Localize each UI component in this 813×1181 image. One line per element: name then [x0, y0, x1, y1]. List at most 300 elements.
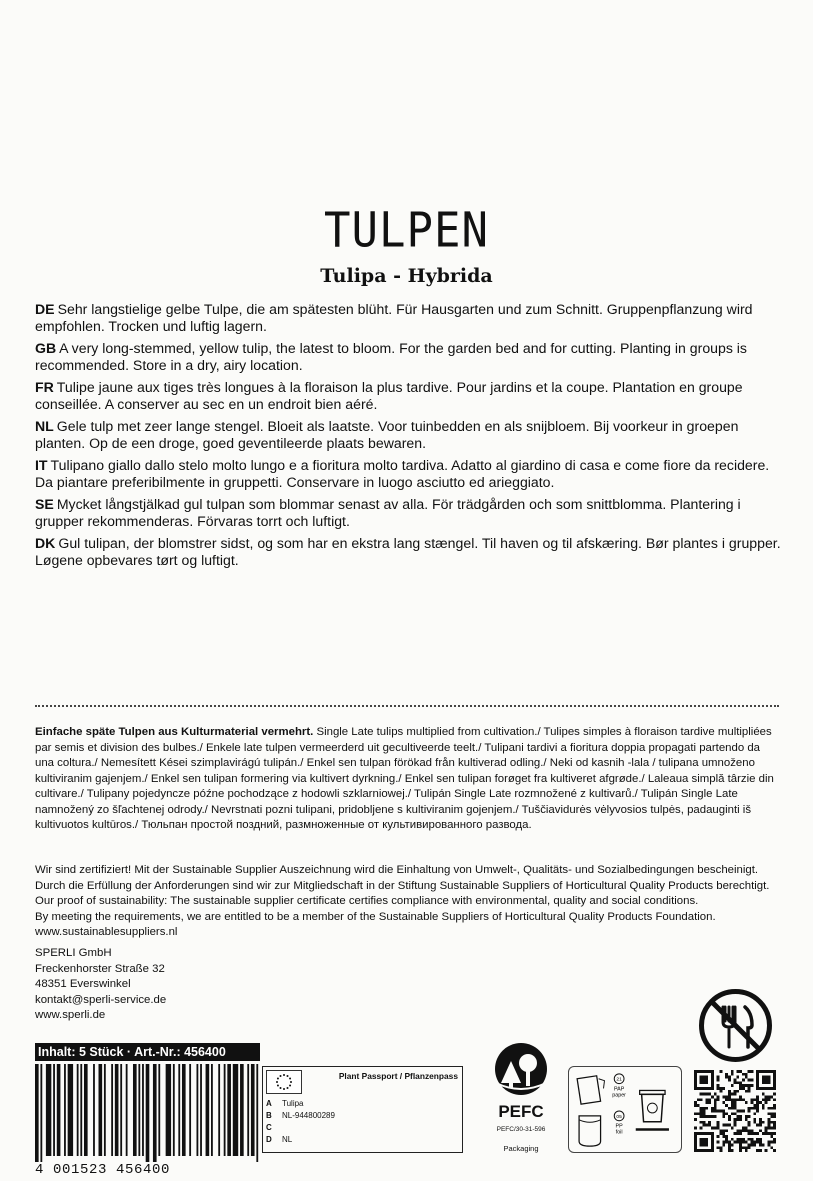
- qr-module: [736, 1098, 739, 1101]
- passport-value: NL-944800289: [282, 1111, 335, 1120]
- qr-module: [711, 1070, 714, 1073]
- qr-module: [768, 1107, 771, 1110]
- qr-module: [765, 1070, 768, 1073]
- qr-module: [765, 1081, 768, 1084]
- bottom-material: PP: [615, 1123, 623, 1130]
- lang-text: A very long-stemmed, yellow tulip, the latest to bloom. For the garden bed and for cutting. Planting in groups is recommended. Store in a dry, airy location.: [35, 340, 747, 373]
- qr-module: [731, 1101, 734, 1104]
- qr-module: [725, 1138, 728, 1141]
- qr-module: [768, 1127, 771, 1130]
- qr-module: [756, 1107, 759, 1110]
- barcode-bar: [111, 1064, 113, 1156]
- qr-module: [759, 1121, 762, 1124]
- qr-code-icon[interactable]: [694, 1070, 776, 1152]
- cert-line: By meeting the requirements, we are entitled to be a member of the Sustainable Suppliers of Horticultural Quality Products Foundation.: [35, 910, 716, 923]
- qr-module: [734, 1118, 737, 1121]
- qr-module: [742, 1129, 745, 1132]
- qr-module: [756, 1078, 759, 1081]
- qr-module: [736, 1129, 739, 1132]
- qr-module: [773, 1124, 776, 1127]
- qr-module: [705, 1081, 708, 1084]
- barcode-digits: 4 001523 456400: [35, 1162, 171, 1178]
- qr-module: [694, 1070, 697, 1073]
- qr-module: [773, 1070, 776, 1073]
- qr-module: [770, 1141, 773, 1144]
- qr-module: [773, 1084, 776, 1087]
- content-article-label: Inhalt: 5 Stück · Art.-Nr.: 456400: [35, 1043, 260, 1061]
- qr-module: [697, 1087, 700, 1090]
- top-type: paper: [612, 1092, 626, 1099]
- eu-star: [280, 1087, 282, 1089]
- qr-module: [748, 1129, 751, 1132]
- barcode-bar: [80, 1064, 82, 1156]
- qr-module: [697, 1149, 700, 1152]
- qr-module: [765, 1132, 768, 1135]
- qr-module: [722, 1129, 725, 1132]
- qr-module: [708, 1149, 711, 1152]
- qr-module: [700, 1070, 703, 1073]
- qr-module: [717, 1076, 720, 1079]
- lang-text: Sehr langstielige gelbe Tulpe, die am spätesten blüht. Für Hausgarten und zum Schnitt. Gruppenpflanzung wird empfohlen. Trocken und luftig lagern.: [35, 301, 753, 334]
- qr-module: [734, 1081, 737, 1084]
- qr-module: [759, 1118, 762, 1121]
- qr-module: [722, 1110, 725, 1113]
- barcode-bar: [77, 1064, 79, 1156]
- barcode-bar: [196, 1064, 198, 1156]
- qr-module: [734, 1104, 737, 1107]
- qr-module: [745, 1090, 748, 1093]
- qr-module: [694, 1078, 697, 1081]
- qr-module: [762, 1144, 765, 1147]
- qr-module: [768, 1098, 771, 1101]
- qr-module: [722, 1112, 725, 1115]
- qr-module: [773, 1149, 776, 1152]
- qr-module: [770, 1127, 773, 1130]
- qr-module: [694, 1146, 697, 1149]
- qr-module: [768, 1118, 771, 1121]
- qr-module: [708, 1132, 711, 1135]
- qr-module: [756, 1081, 759, 1084]
- qr-module: [748, 1070, 751, 1073]
- qr-module: [700, 1144, 703, 1147]
- qr-module: [705, 1078, 708, 1081]
- qr-module: [700, 1138, 703, 1141]
- qr-module: [762, 1081, 765, 1084]
- qr-module: [728, 1149, 731, 1152]
- qr-module: [700, 1081, 703, 1084]
- top-material: PAP: [613, 1086, 625, 1093]
- passport-rows: [266, 1098, 459, 1146]
- barcode-bar: [247, 1064, 249, 1156]
- barcode-bar: [189, 1064, 191, 1156]
- qr-module: [700, 1127, 703, 1130]
- qr-module: [745, 1084, 748, 1087]
- origin-statement: [35, 725, 781, 834]
- barcode-bar: [206, 1064, 210, 1156]
- qr-module: [765, 1098, 768, 1101]
- top-recycle-code: 21: [616, 1077, 622, 1083]
- qr-module: [728, 1090, 731, 1093]
- passport-key: B: [266, 1111, 272, 1120]
- qr-module: [751, 1141, 754, 1144]
- qr-module: [697, 1070, 700, 1073]
- qr-module: [765, 1149, 768, 1152]
- barcode-bar: [99, 1064, 103, 1156]
- qr-module: [705, 1107, 708, 1110]
- qr-module: [694, 1104, 697, 1107]
- barcode-bar: [84, 1064, 88, 1156]
- qr-module: [739, 1141, 742, 1144]
- qr-module: [728, 1144, 731, 1147]
- description-dk: [35, 535, 785, 569]
- qr-module: [759, 1101, 762, 1104]
- qr-module: [705, 1132, 708, 1135]
- qr-module: [759, 1129, 762, 1132]
- qr-module: [734, 1141, 737, 1144]
- qr-module: [736, 1090, 739, 1093]
- eu-flag-icon: [266, 1070, 302, 1094]
- qr-module: [697, 1104, 700, 1107]
- qr-module: [705, 1098, 708, 1101]
- qr-module: [705, 1070, 708, 1073]
- qr-module: [748, 1144, 751, 1147]
- barcode-bar: [138, 1064, 140, 1156]
- qr-module: [728, 1124, 731, 1127]
- qr-module: [711, 1081, 714, 1084]
- barcode-bar: [233, 1064, 238, 1156]
- qr-module: [725, 1135, 728, 1138]
- qr-module: [722, 1135, 725, 1138]
- barcode-bar: [142, 1064, 144, 1156]
- qr-module: [773, 1093, 776, 1096]
- qr-module: [711, 1078, 714, 1081]
- qr-module: [725, 1095, 728, 1098]
- qr-module: [736, 1110, 739, 1113]
- eu-star: [289, 1085, 291, 1087]
- qr-module: [702, 1112, 705, 1115]
- qr-module: [773, 1104, 776, 1107]
- qr-module: [762, 1078, 765, 1081]
- qr-module: [768, 1141, 771, 1144]
- qr-module: [708, 1093, 711, 1096]
- qr-module: [725, 1112, 728, 1115]
- cert-link[interactable]: www.sustainablesuppliers.nl: [35, 926, 178, 938]
- barcode-bar: [53, 1064, 55, 1156]
- qr-module: [719, 1129, 722, 1132]
- qr-module: [694, 1118, 697, 1121]
- qr-module: [768, 1132, 771, 1135]
- qr-module: [725, 1073, 728, 1076]
- qr-module: [759, 1087, 762, 1090]
- qr-module: [734, 1112, 737, 1115]
- qr-module: [694, 1073, 697, 1076]
- pefc-tree-icon: [486, 1039, 556, 1154]
- qr-module: [717, 1135, 720, 1138]
- qr-module: [739, 1087, 742, 1090]
- qr-module: [731, 1104, 734, 1107]
- qr-module: [708, 1101, 711, 1104]
- qr-module: [719, 1146, 722, 1149]
- qr-module: [745, 1073, 748, 1076]
- qr-module: [722, 1132, 725, 1135]
- qr-module: [765, 1127, 768, 1130]
- qr-module: [751, 1107, 754, 1110]
- qr-module: [748, 1132, 751, 1135]
- qr-module: [759, 1141, 762, 1144]
- barcode-bar: [133, 1064, 137, 1156]
- qr-module: [756, 1095, 759, 1098]
- qr-module: [694, 1141, 697, 1144]
- qr-module: [702, 1110, 705, 1113]
- qr-module: [694, 1127, 697, 1130]
- qr-module: [759, 1144, 762, 1147]
- qr-module: [702, 1093, 705, 1096]
- qr-module: [739, 1081, 742, 1084]
- qr-module: [751, 1098, 754, 1101]
- qr-module: [736, 1141, 739, 1144]
- qr-module: [773, 1073, 776, 1076]
- qr-module: [702, 1070, 705, 1073]
- passport-value: NL: [282, 1135, 293, 1144]
- website-link[interactable]: www.sperli.de: [35, 1009, 106, 1021]
- pefc-logo-text: PEFC: [498, 1102, 544, 1121]
- description-de: [35, 301, 785, 335]
- qr-module: [700, 1132, 703, 1135]
- qr-module: [770, 1070, 773, 1073]
- barcode-bar: [218, 1064, 220, 1156]
- qr-module: [759, 1070, 762, 1073]
- qr-module: [700, 1078, 703, 1081]
- origin-text: Single Late tulips multiplied from cultivation./ Tulipes simples à floraison tardive multipliées par semis et division des bulbes./ Enkele late tulpen vermeerderd uit gecultiveerde teelt./ Tulipani tardivi a fioritura doppia propagati partendo da una coltura./ Nemesített Kései szimplavirágú tulipán./ Enkel sen tulpan förökad från kultiverad odling./ Neki od kasnih -lala / tulipana umnoženo kultiviranim gajenjem./ Enkel sen tulipan formering via kultivert dyrkning./ Enkel sen tulipan forøget fra kultiveret afgrøde./ Laleaua simplă târzie din cultivare./ Tulipany pojedyncze późne pochodzące z hodowli szklarniowej./ Tulipán Single Late rozmnožené z kultivarů./ Tulipán Single Late namnožený zo šľachtenej odrody./ Nevrstnati pozni tulipani, pridobljene s kultiviranim gojenjem./ Tuščiavidurės vėlyvosios tulpės, padauginti iš kultivuotos kultūros./ Тюльпан простой поздний, размноженные от культивированного развода.: [35, 726, 774, 831]
- qr-module: [756, 1104, 759, 1107]
- eu-star: [287, 1075, 289, 1077]
- qr-module: [773, 1121, 776, 1124]
- email-link[interactable]: kontakt@sperli-service.de: [35, 993, 167, 1006]
- barcode-bar: [93, 1064, 95, 1156]
- qr-module: [705, 1101, 708, 1104]
- qr-module: [762, 1098, 765, 1101]
- qr-module: [768, 1112, 771, 1115]
- qr-module: [731, 1112, 734, 1115]
- qr-module: [717, 1110, 720, 1113]
- barcode-bar: [153, 1064, 157, 1162]
- cert-line: Our proof of sustainability: The sustainable supplier certificate certifies compliance with environmental, quality and social conditions.: [35, 895, 699, 907]
- qr-module: [759, 1138, 762, 1141]
- qr-module: [731, 1149, 734, 1152]
- qr-module: [717, 1127, 720, 1130]
- eu-star: [290, 1081, 292, 1083]
- qr-module: [717, 1098, 720, 1101]
- qr-module: [768, 1121, 771, 1124]
- qr-module: [717, 1095, 720, 1098]
- qr-module: [705, 1093, 708, 1096]
- qr-module: [714, 1107, 717, 1110]
- qr-module: [753, 1121, 756, 1124]
- address-block: [35, 946, 335, 1024]
- qr-module: [745, 1141, 748, 1144]
- qr-module: [739, 1138, 742, 1141]
- qr-module: [697, 1132, 700, 1135]
- qr-module: [714, 1110, 717, 1113]
- qr-module: [765, 1087, 768, 1090]
- qr-module: [753, 1107, 756, 1110]
- origin-bold: Einfache späte Tulpen aus Kulturmaterial vermehrt.: [35, 726, 314, 738]
- lang-text: Gele tulp met zeer lange stengel. Bloeit als laatste. Voor tuinbedden en als snijbloem. Bij voorkeur in groepen planten. Op de een droge, goed geventileerde plaats bewaren.: [35, 418, 739, 451]
- qr-module: [700, 1141, 703, 1144]
- qr-module: [748, 1078, 751, 1081]
- passport-row: [266, 1098, 459, 1110]
- qr-module: [739, 1118, 742, 1121]
- qr-module: [705, 1124, 708, 1127]
- lang-text: Gul tulipan, der blomstrer sidst, og som har en ekstra lang stængel. Til haven og til afskæring. Bør plantes i grupper. Løgene opbevares tørt og luftigt.: [35, 535, 781, 568]
- qr-module: [711, 1141, 714, 1144]
- qr-module: [722, 1144, 725, 1147]
- qr-module: [705, 1138, 708, 1141]
- qr-module: [694, 1084, 697, 1087]
- qr-module: [742, 1138, 745, 1141]
- qr-module: [719, 1110, 722, 1113]
- qr-module: [753, 1132, 756, 1135]
- qr-module: [753, 1144, 756, 1147]
- qr-module: [770, 1135, 773, 1138]
- bottom-recycle-code: 05: [616, 1114, 622, 1120]
- qr-module: [753, 1141, 756, 1144]
- qr-module: [773, 1112, 776, 1115]
- city: 48351 Everswinkel: [35, 978, 131, 990]
- passport-key: A: [266, 1099, 272, 1108]
- qr-module: [756, 1073, 759, 1076]
- barcode-bar: [256, 1064, 258, 1162]
- qr-module: [705, 1149, 708, 1152]
- qr-module: [736, 1118, 739, 1121]
- qr-module: [756, 1149, 759, 1152]
- qr-module: [694, 1138, 697, 1141]
- bottom-type: foil: [615, 1129, 623, 1136]
- street: Freckenhorster Straße 32: [35, 962, 165, 975]
- qr-module: [705, 1141, 708, 1144]
- qr-module: [736, 1076, 739, 1079]
- qr-module: [714, 1098, 717, 1101]
- barcode-bar: [146, 1064, 150, 1162]
- qr-module: [705, 1115, 708, 1118]
- qr-module: [736, 1081, 739, 1084]
- qr-module: [717, 1146, 720, 1149]
- qr-module: [711, 1127, 714, 1130]
- qr-module: [748, 1090, 751, 1093]
- qr-module: [773, 1087, 776, 1090]
- qr-module: [742, 1078, 745, 1081]
- qr-module: [742, 1073, 745, 1076]
- qr-module: [725, 1104, 728, 1107]
- description-it: [35, 457, 785, 491]
- qr-module: [770, 1095, 773, 1098]
- barcode-bar: [46, 1064, 51, 1156]
- qr-module: [722, 1087, 725, 1090]
- qr-module: [725, 1141, 728, 1144]
- qr-module: [700, 1110, 703, 1113]
- qr-module: [773, 1081, 776, 1084]
- no-eating-icon: [697, 987, 774, 1064]
- qr-module: [711, 1144, 714, 1147]
- cert-line: Wir sind zertifiziert! Mit der Sustainable Supplier Auszeichnung wird die Einhaltung von Umwelt-, Qualitäts- und Sozialbedingungen bescheinigt.: [35, 864, 759, 876]
- qr-module: [742, 1141, 745, 1144]
- passport-row: [266, 1134, 459, 1146]
- qr-module: [694, 1144, 697, 1147]
- qr-module: [694, 1101, 697, 1104]
- qr-module: [756, 1087, 759, 1090]
- qr-module: [725, 1129, 728, 1132]
- qr-module: [728, 1078, 731, 1081]
- lang-code: NL: [35, 418, 54, 434]
- passport-value: Tulipa: [282, 1099, 304, 1108]
- qr-module: [762, 1076, 765, 1079]
- qr-module: [702, 1144, 705, 1147]
- qr-module: [708, 1124, 711, 1127]
- qr-module: [753, 1118, 756, 1121]
- qr-module: [719, 1070, 722, 1073]
- qr-module: [700, 1121, 703, 1124]
- qr-module: [711, 1073, 714, 1076]
- description-list: [35, 301, 785, 574]
- qr-module: [728, 1093, 731, 1096]
- qr-module: [756, 1084, 759, 1087]
- qr-module: [765, 1076, 768, 1079]
- qr-module: [734, 1090, 737, 1093]
- qr-module: [711, 1149, 714, 1152]
- botanical-name: Tulipa - Hybrida: [320, 265, 493, 287]
- qr-module: [742, 1098, 745, 1101]
- qr-module: [711, 1135, 714, 1138]
- qr-module: [768, 1144, 771, 1147]
- qr-module: [711, 1084, 714, 1087]
- lang-code: DE: [35, 301, 55, 317]
- eu-star: [283, 1074, 285, 1076]
- qr-module: [714, 1093, 717, 1096]
- qr-module: [765, 1078, 768, 1081]
- qr-module: [700, 1087, 703, 1090]
- qr-module: [745, 1076, 748, 1079]
- qr-module: [711, 1132, 714, 1135]
- qr-module: [770, 1107, 773, 1110]
- qr-module: [728, 1095, 731, 1098]
- qr-module: [702, 1121, 705, 1124]
- qr-module: [702, 1076, 705, 1079]
- qr-module: [748, 1138, 751, 1141]
- qr-module: [728, 1107, 731, 1110]
- qr-module: [719, 1087, 722, 1090]
- qr-module: [702, 1141, 705, 1144]
- qr-module: [711, 1115, 714, 1118]
- qr-module: [770, 1115, 773, 1118]
- qr-module: [728, 1098, 731, 1101]
- lang-code: FR: [35, 379, 54, 395]
- qr-module: [722, 1141, 725, 1144]
- qr-module: [697, 1112, 700, 1115]
- qr-module: [742, 1127, 745, 1130]
- qr-module: [714, 1101, 717, 1104]
- qr-module: [734, 1098, 737, 1101]
- qr-module: [745, 1129, 748, 1132]
- qr-module: [700, 1107, 703, 1110]
- qr-module: [753, 1112, 756, 1115]
- barcode-bar: [178, 1064, 180, 1156]
- qr-module: [734, 1101, 737, 1104]
- qr-module: [722, 1101, 725, 1104]
- qr-module: [731, 1098, 734, 1101]
- qr-module: [700, 1149, 703, 1152]
- qr-module: [751, 1070, 754, 1073]
- qr-module: [756, 1076, 759, 1079]
